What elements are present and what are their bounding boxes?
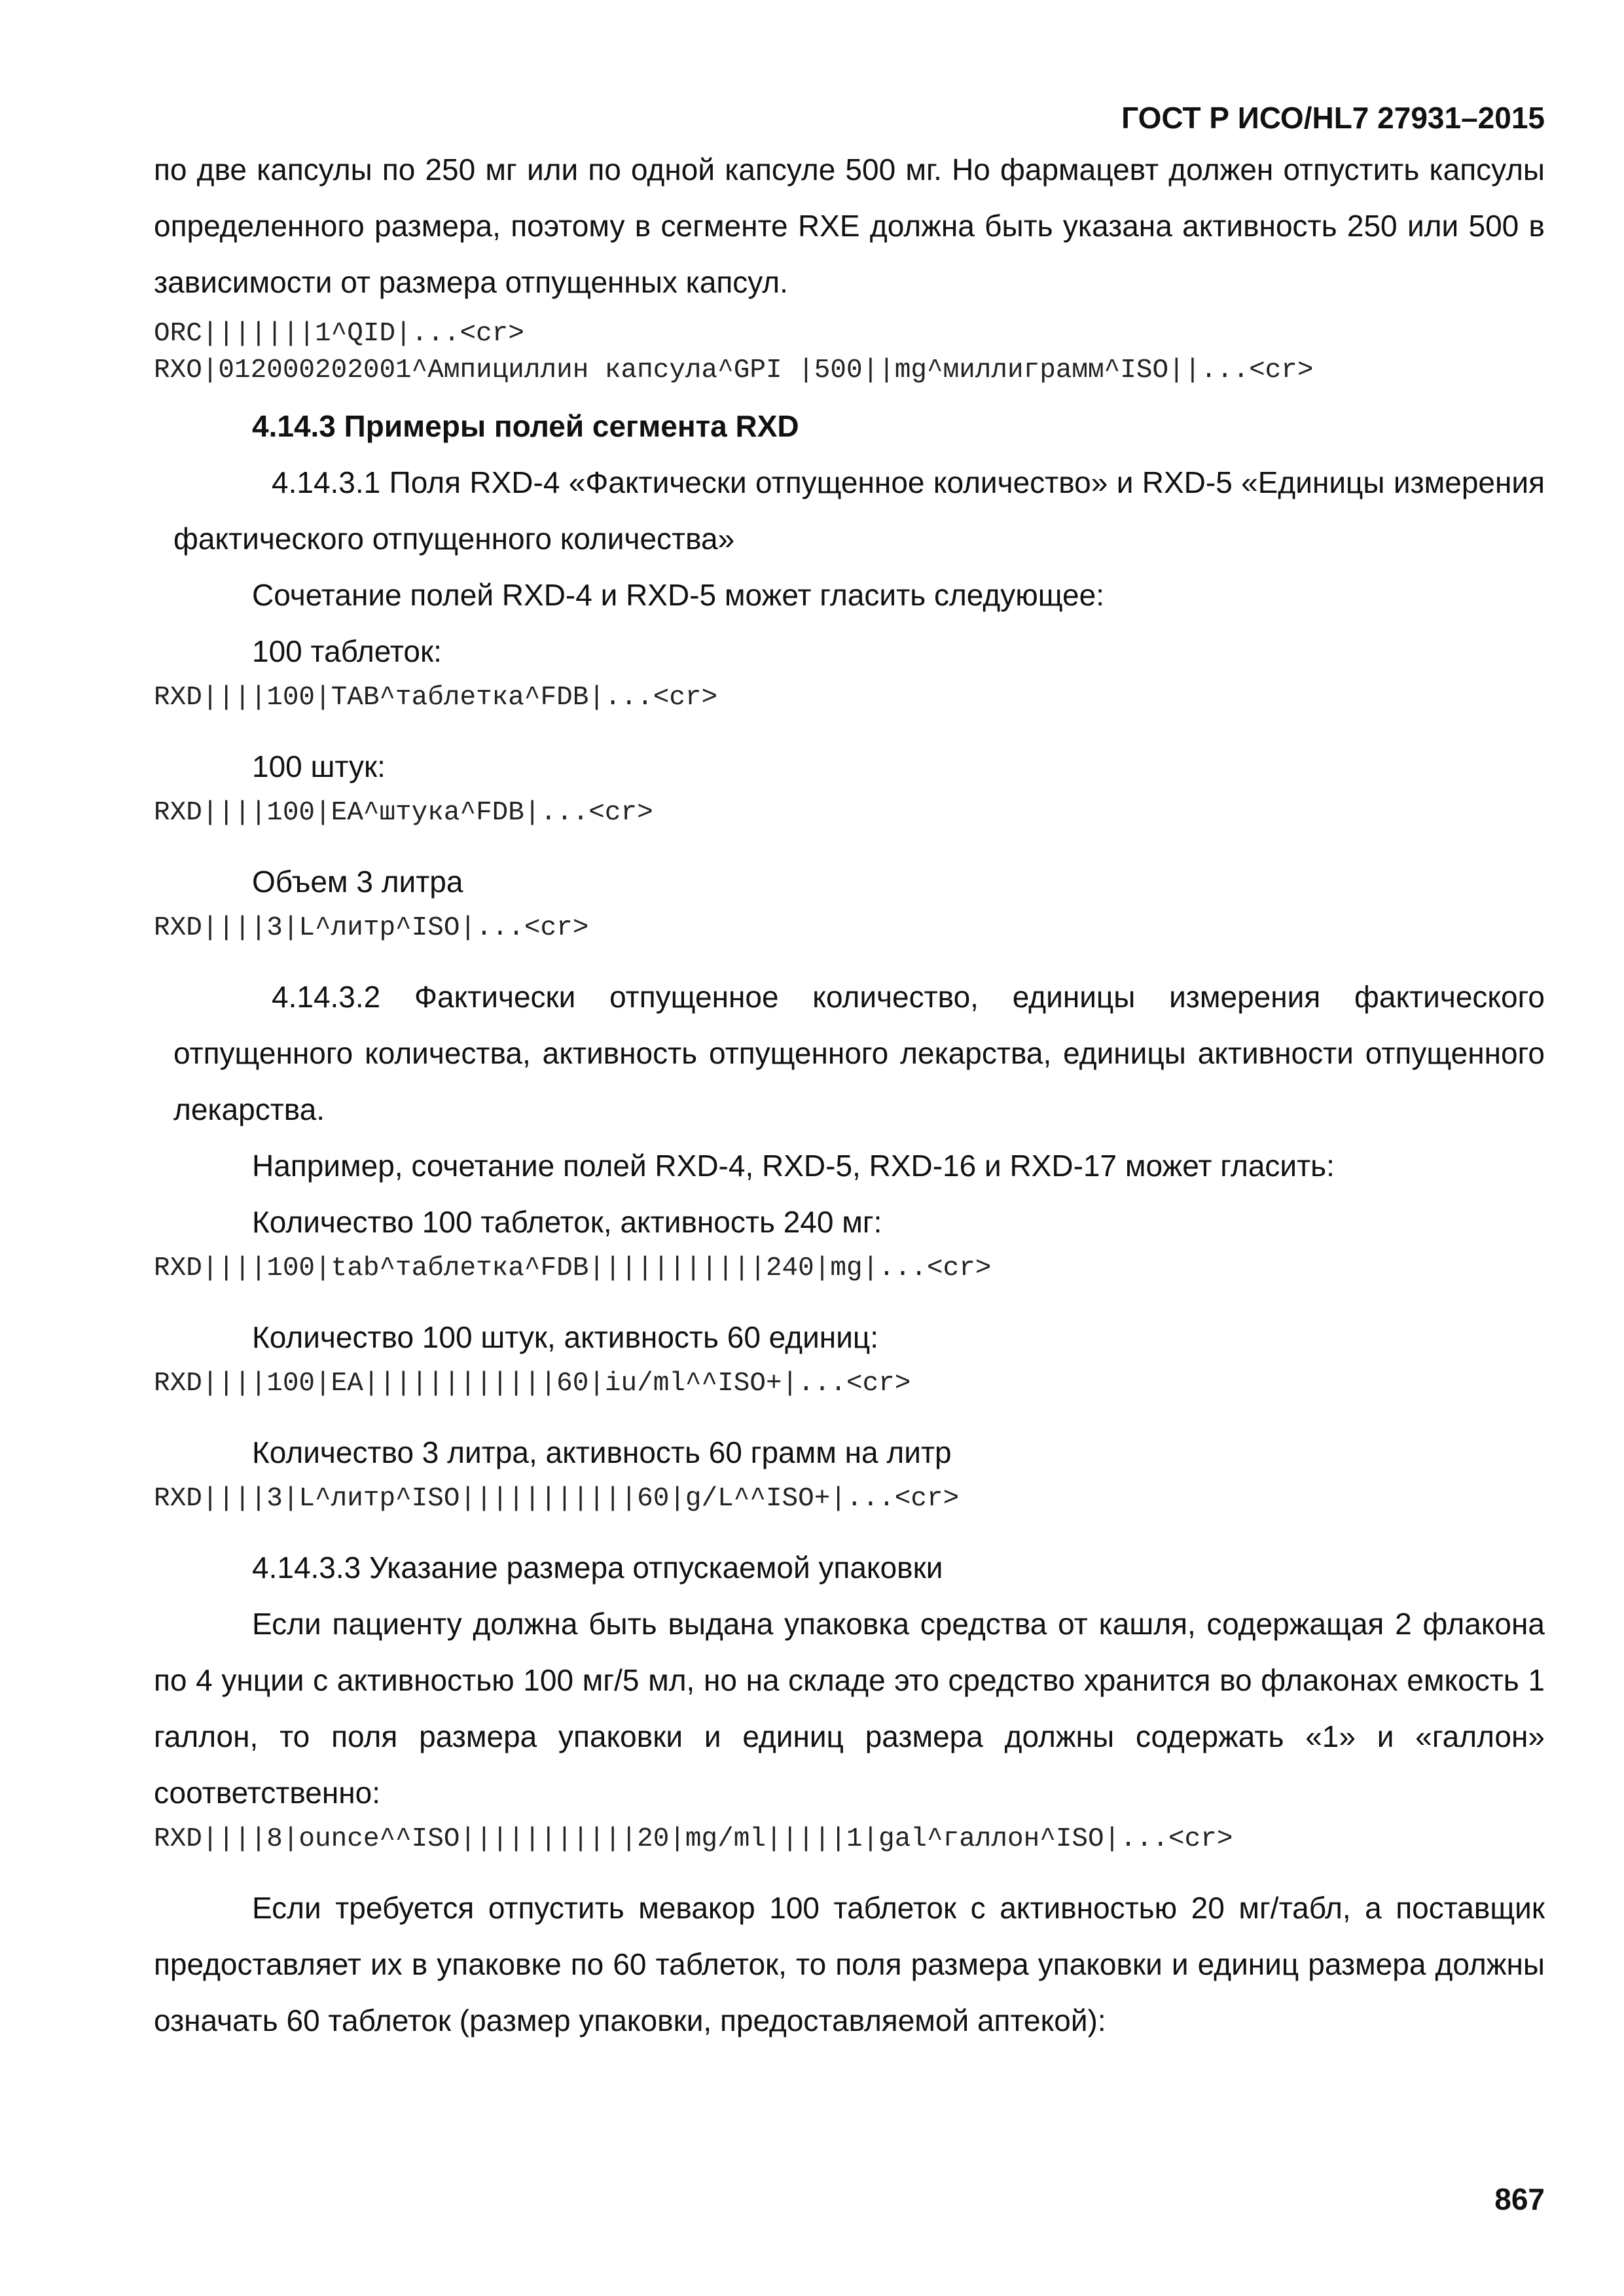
subsection-1-combination: Сочетание полей RXD-4 и RXD-5 может гласить следующее: (252, 578, 1104, 612)
example-4-label: Количество 100 таблеток, активность 240 мг: (252, 1205, 882, 1239)
example-5-label: Количество 100 штук, активность 60 единиц: (252, 1320, 879, 1354)
section-heading: 4.14.3 Примеры полей сегмента RXD (252, 409, 799, 443)
code-line-rxo: RXO|012000202001^Ампициллин капсула^GPI |500||mg^миллиграмм^ISO||...<cr> (154, 355, 1314, 386)
subsection-3-paragraph-1: Если пациенту должна быть выдана упаковка средства от кашля, содержащая 2 флакона по 4 унции с активностью 100 мг/5 мл, но на складе это средство хранится во флаконах емкость 1 галлон, то поля размера упаковки и единиц размера должны содержать «1» и «галлон» соответственно: (154, 1607, 1545, 1810)
example-3-code: RXD||||3|L^литр^ISO|...<cr> (154, 913, 589, 943)
intro-paragraph: по две капсулы по 250 мг или по одной капсуле 500 мг. Но фармацевт должен отпустить капсулы определенного размера, поэтому в сегменте RXE должна быть указана активность 250 или 500 в зависимости от размера отпущенных капсул. (154, 152, 1545, 299)
document-header: ГОСТ Р ИСО/HL7 27931–2015 (1121, 101, 1545, 135)
document-page (154, 98, 1545, 2219)
example-1-label: 100 таблеток: (252, 634, 442, 668)
example-2-code: RXD||||100|EA^штука^FDB|...<cr> (154, 798, 653, 828)
example-5-code: RXD||||100|EA||||||||||||60|iu/ml^^ISO+|...<cr> (154, 1369, 911, 1399)
example-6-code: RXD||||3|L^литр^ISO|||||||||||60|g/L^^ISO+|...<cr> (154, 1484, 960, 1514)
subsection-3-heading: 4.14.3.3 Указание размера отпускаемой упаковки (252, 1551, 943, 1585)
example-6-label: Количество 3 литра, активность 60 грамм на литр (252, 1435, 952, 1469)
subsection-3-paragraph-2: Если требуется отпустить мевакор 100 таблеток с активностью 20 мг/табл, а поставщик предоставляет их в упаковке по 60 таблеток, то поля размера упаковки и единиц размера должны означать 60 таблеток (размер упаковки, предоставляемой аптекой): (154, 1891, 1545, 2037)
subsection-3-code: RXD||||8|ounce^^ISO|||||||||||20|mg/ml|||||1|gal^галлон^ISO|...<cr> (154, 1824, 1233, 1854)
subsection-1-text: 4.14.3.1 Поля RXD-4 «Фактически отпущенное количество» и RXD-5 «Единицы измерения фактического отпущенного количества» (173, 465, 1545, 556)
example-4-code: RXD||||100|tab^таблетка^FDB|||||||||||240|mg|...<cr> (154, 1253, 992, 1283)
subsection-2-text: 4.14.3.2 Фактически отпущенное количество, единицы измерения фактического отпущенного количества, активность отпущенного лекарства, единицы активности отпущенного лекарства. (173, 980, 1545, 1126)
subsection-2-example: Например, сочетание полей RXD-4, RXD-5, RXD-16 и RXD-17 может гласить: (252, 1149, 1335, 1183)
page-number: 867 (1494, 2182, 1545, 2216)
example-3-label: Объем 3 литра (252, 865, 463, 899)
code-line-orc: ORC|||||||1^QID|...<cr> (154, 319, 524, 349)
example-1-code: RXD||||100|TAB^таблетка^FDB|...<cr> (154, 683, 718, 713)
code-block-orc-rxo (154, 315, 1545, 389)
example-2-label: 100 штук: (252, 749, 386, 783)
